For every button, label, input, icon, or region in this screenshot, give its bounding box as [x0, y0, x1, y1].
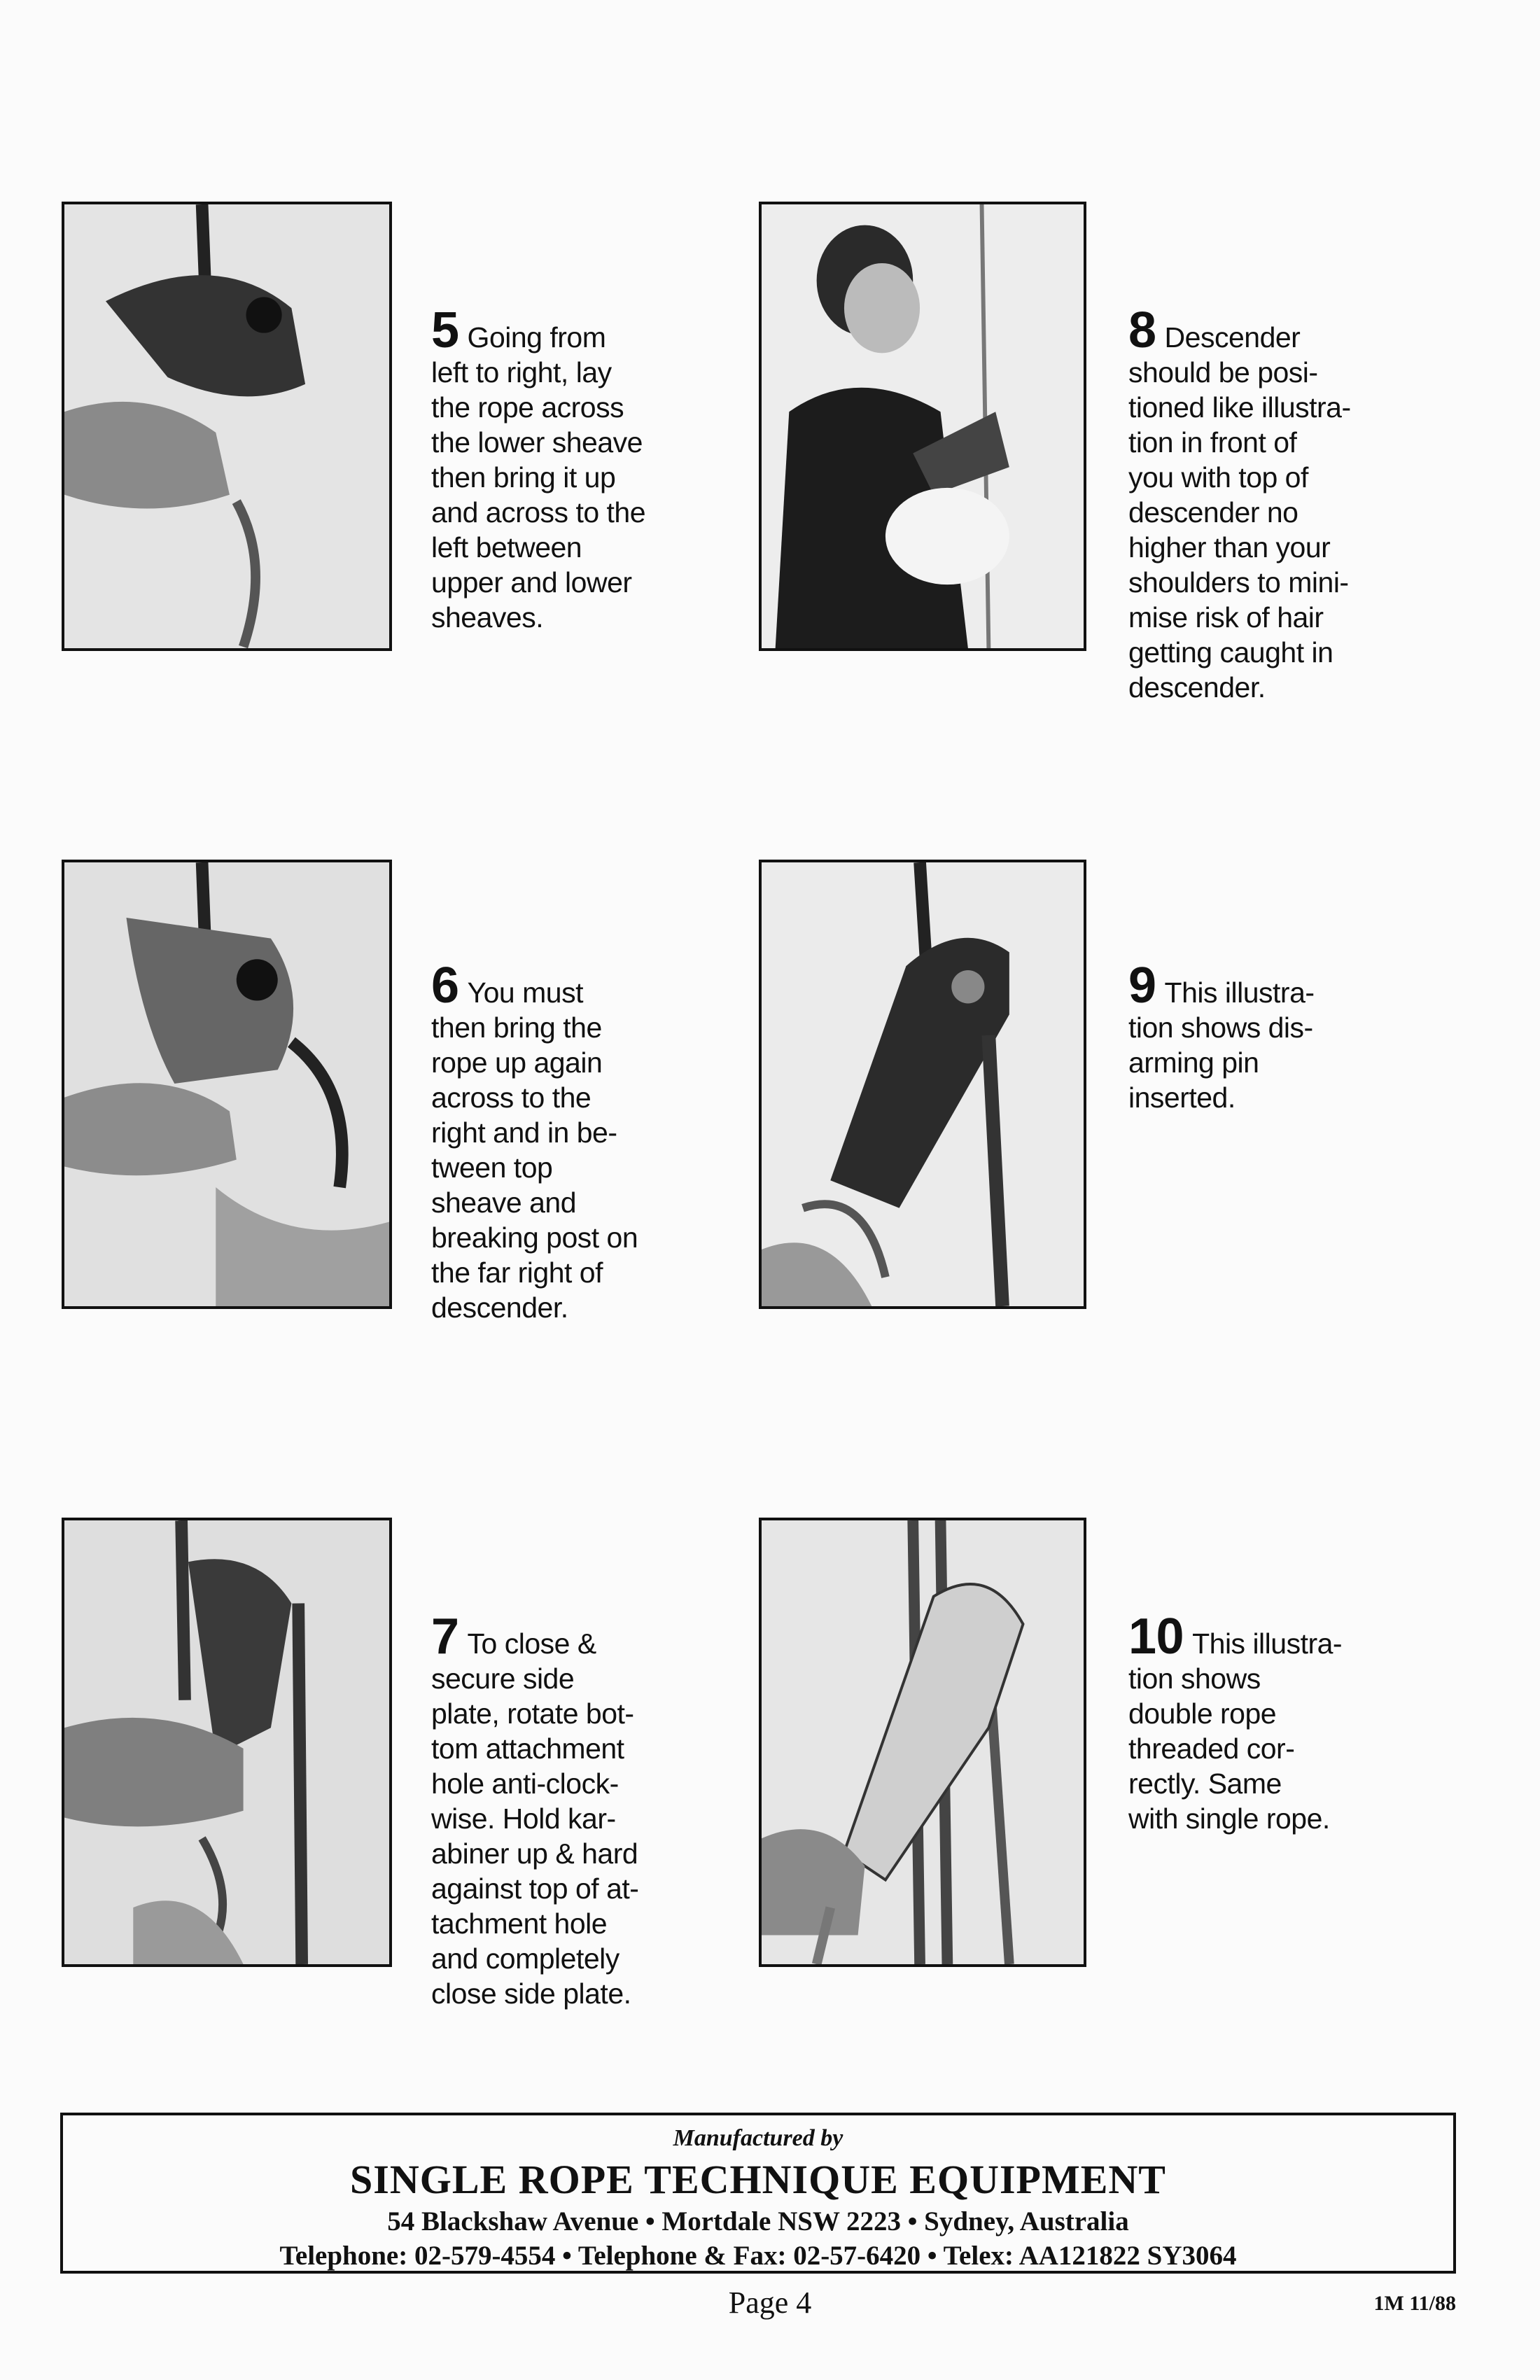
- step-text: Going from left to right, lay the rope across the lower sheave then bring it up and across to the left between upper and lower sheaves.: [431, 321, 646, 634]
- step-6-caption: [431, 930, 725, 1325]
- print-code: 1M 11/88: [1373, 2292, 1456, 2315]
- step-number: 5: [431, 302, 459, 358]
- photo-step-7: [62, 1518, 392, 1967]
- step-number: 10: [1128, 1609, 1184, 1665]
- company-name: SINGLE ROPE TECHNIQUE EQUIPMENT: [350, 2157, 1166, 2202]
- step-text: This illustra- tion shows double rope threaded cor- rectly. Same with single rope.: [1128, 1628, 1343, 1835]
- photo-step-8: [759, 202, 1086, 651]
- step-5-caption: [431, 274, 725, 635]
- step-9-caption: [1128, 930, 1422, 1115]
- manufacturer-box: [60, 2113, 1456, 2274]
- photo-step-5: [62, 202, 392, 651]
- step-8-caption: [1128, 274, 1422, 705]
- company-address: 54 Blackshaw Avenue • Mortdale NSW 2223 • Sydney, Australia: [387, 2206, 1129, 2236]
- step-10-caption: [1128, 1581, 1422, 1836]
- step-number: 9: [1128, 958, 1156, 1014]
- photo-step-9: [759, 860, 1086, 1309]
- step-text: This illustra- tion shows dis- arming pin inserted.: [1128, 976, 1315, 1114]
- photo-step-6: [62, 860, 392, 1309]
- step-7-caption: [431, 1581, 725, 2011]
- step-number: 6: [431, 958, 459, 1014]
- step-number: 8: [1128, 302, 1156, 358]
- photo-step-10: [759, 1518, 1086, 1967]
- step-text: You must then bring the rope up again across to the right and in be- tween top sheave and breaking post on the far right of descender.: [431, 976, 638, 1324]
- company-phones: Telephone: 02-579-4554 • Telephone & Fax: 02-57-6420 • Telex: AA121822 SY3064: [279, 2241, 1237, 2271]
- step-text: Descender should be posi- tioned like illustra- tion in front of you with top of descender no higher than your shoulders to mini- mise risk of hair getting caught in descender.: [1128, 321, 1351, 704]
- step-text: To close & secure side plate, rotate bot- tom attachment hole anti-clock- wise. Hold kar- abiner up & hard against top of at- tachment hole and completely close side plate.: [431, 1628, 639, 2010]
- step-number: 7: [431, 1609, 459, 1665]
- page-number: Page 4: [728, 2286, 812, 2320]
- manufactured-by-label: Manufactured by: [673, 2125, 844, 2151]
